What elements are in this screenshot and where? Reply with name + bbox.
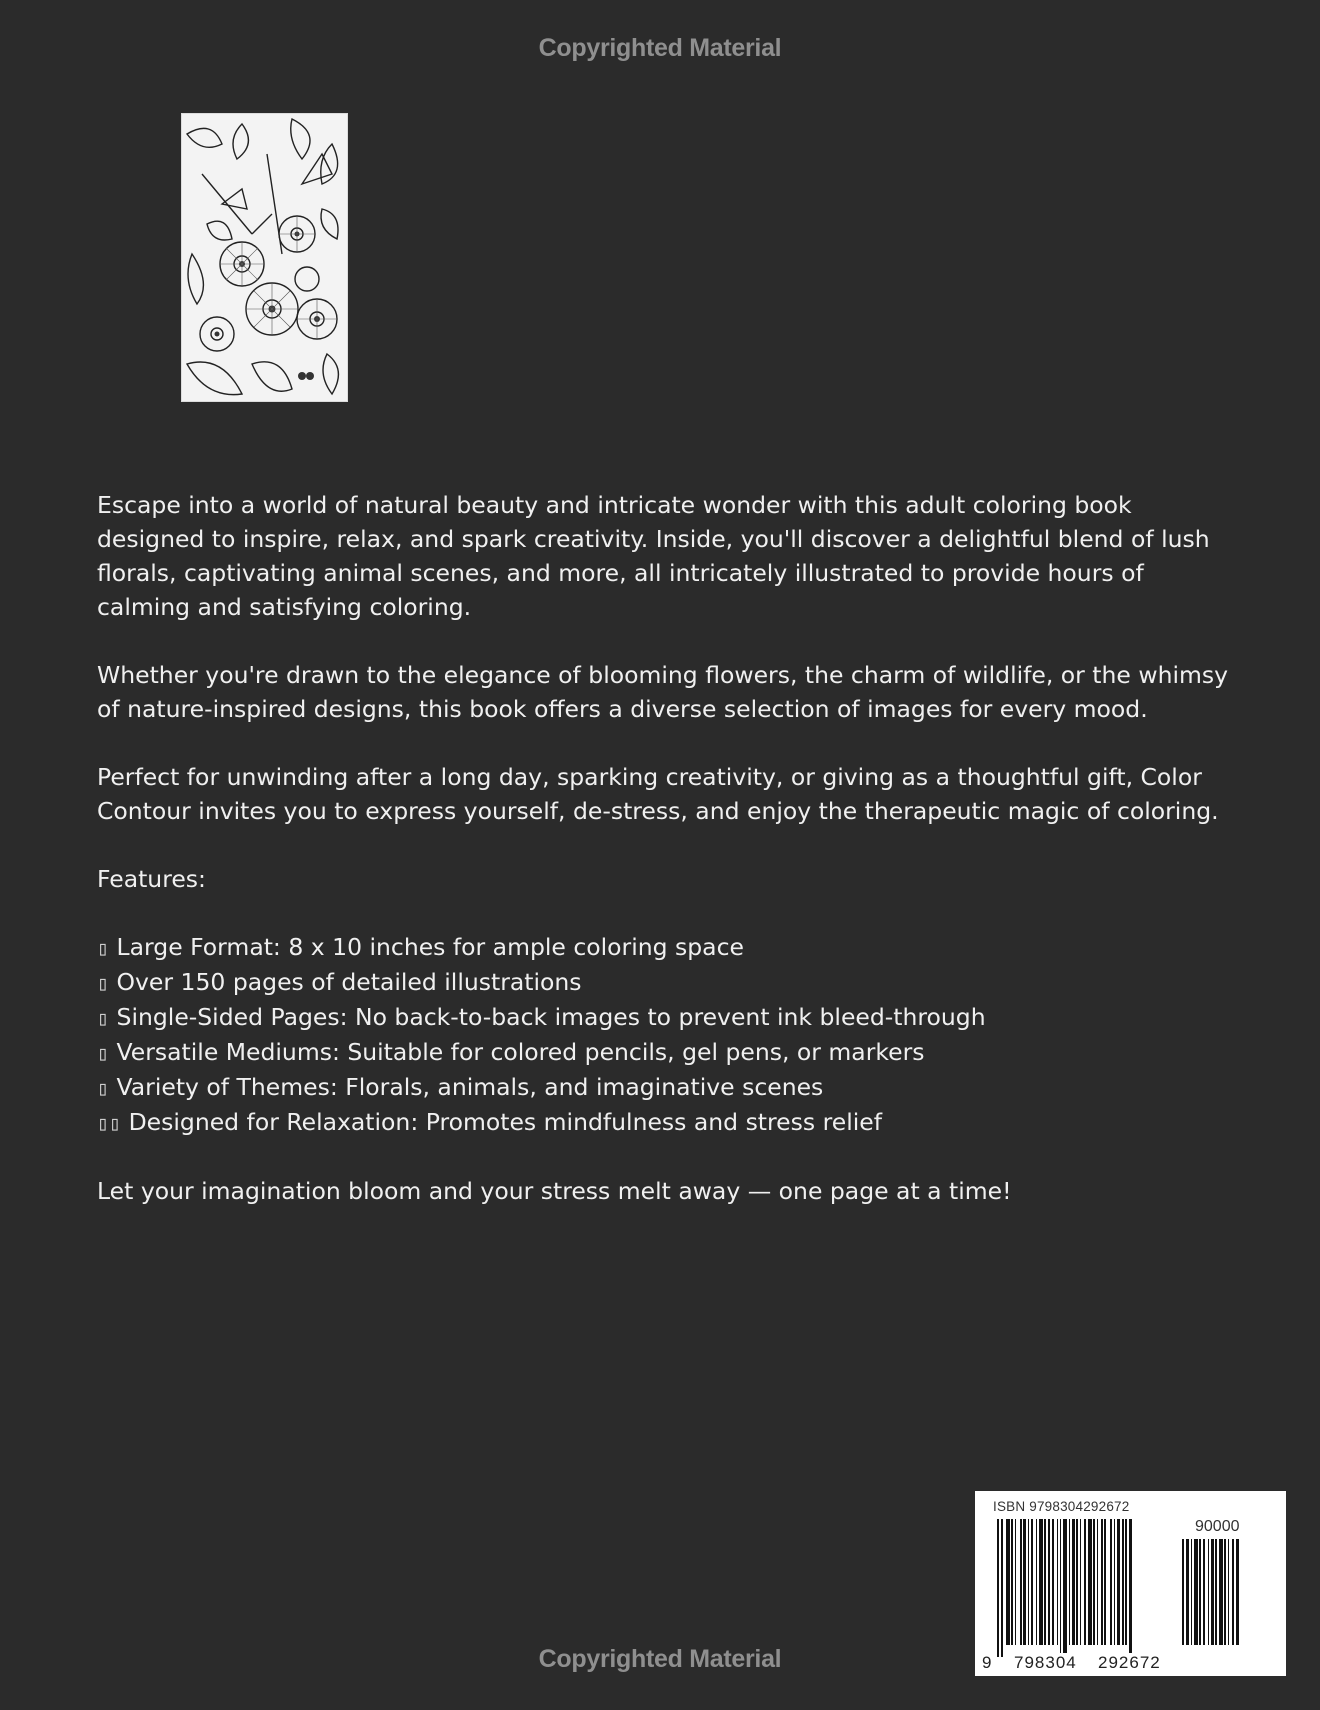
closing-line: Let your imagination bloom and your stress melt away — one page at a time! <box>97 1177 1012 1205</box>
description-paragraph-2: Whether you're drawn to the elegance of blooming flowers, the charm of wildlife, or the whimsy of nature-inspired designs, this book offers a diverse selection of images for every mood. <box>97 661 1229 723</box>
feature-text: Versatile Mediums: Suitable for colored pencils, gel pens, or markers <box>116 1038 925 1066</box>
barcode-bar <box>1125 1519 1127 1645</box>
isbn-label: ISBN 9798304292672 <box>993 1499 1130 1514</box>
missing-emoji-icon: ▯ <box>97 1076 110 1100</box>
barcode-bar <box>1224 1539 1226 1645</box>
feature-item <box>97 1035 1237 1070</box>
barcode-bar <box>1129 1519 1132 1657</box>
barcode-bar <box>1069 1519 1070 1645</box>
barcode-bar <box>1060 1519 1061 1657</box>
feature-text: Variety of Themes: Florals, animals, and imaginative scenes <box>116 1073 824 1101</box>
feature-item <box>97 930 1237 965</box>
description-paragraph-3: Perfect for unwinding after a long day, sparking creativity, or giving as a thoughtful gift, Color Contour invites you to express yourself, de-stress, and enjoy the therapeutic magic of coloring. <box>97 763 1219 825</box>
barcode-bars-main <box>997 1519 1177 1659</box>
barcode-bar <box>1203 1539 1205 1645</box>
barcode-bar <box>1080 1519 1081 1645</box>
feature-item <box>97 1000 1237 1035</box>
feature-text: Designed for Relaxation: Promotes mindfulness and stress relief <box>128 1108 882 1136</box>
barcode-bar <box>1228 1539 1229 1645</box>
missing-emoji-icon: ▯ <box>97 1041 110 1065</box>
barcode-bar <box>1088 1519 1092 1645</box>
description-paragraph-1: Escape into a world of natural beauty and intricate wonder with this adult coloring book designed to inspire, relax, and spark creativity. Inside, you'll discover a delightful blend of lush florals, captivating animal scenes, and more, all intricately illustrated to provide hours of calming and satisfying coloring. <box>97 491 1210 621</box>
barcode-bar <box>1015 1519 1016 1645</box>
book-description <box>97 488 1237 1242</box>
barcode-bar <box>1191 1539 1192 1645</box>
barcode-bar <box>1097 1519 1098 1645</box>
floral-illustration <box>182 114 347 401</box>
barcode-bar <box>1036 1519 1037 1645</box>
barcode-bar <box>1044 1519 1046 1645</box>
barcode-bar <box>1182 1539 1184 1645</box>
barcode-digits-left: 798304 <box>1014 1653 1077 1672</box>
barcode-bar <box>1011 1519 1013 1645</box>
barcode-bar <box>1063 1519 1067 1657</box>
features-heading: Features: <box>97 865 206 893</box>
barcode-bar <box>1006 1519 1010 1645</box>
missing-emoji-icon: ▯ <box>97 971 110 995</box>
barcode-bar <box>1076 1519 1078 1645</box>
barcode-bar <box>1093 1519 1095 1645</box>
barcode-bar <box>1186 1539 1189 1645</box>
missing-emoji-icon: ▯▯ <box>97 1111 122 1135</box>
feature-text: Single-Sided Pages: No back-to-back images to prevent ink bleed-through <box>116 1003 986 1031</box>
barcode-bar <box>1048 1519 1050 1645</box>
barcode-digit-first: 9 <box>982 1653 992 1672</box>
barcode-bar <box>1084 1519 1086 1645</box>
missing-emoji-icon: ▯ <box>97 1006 110 1030</box>
barcode-bar <box>1219 1539 1223 1645</box>
copyright-watermark-bottom: Copyrighted Material <box>538 1645 782 1673</box>
barcode-bars-addon <box>1182 1539 1267 1659</box>
barcode-bar <box>1236 1539 1239 1645</box>
barcode-bar <box>1001 1519 1003 1657</box>
cover-illustration-thumbnail <box>181 113 348 402</box>
barcode-bar <box>1194 1539 1198 1645</box>
barcode-bar <box>1110 1519 1112 1645</box>
barcode-bar <box>1232 1539 1234 1645</box>
barcode-bar <box>1072 1519 1075 1645</box>
price-code: 90000 <box>1195 1518 1240 1535</box>
barcode-bar <box>1211 1539 1214 1645</box>
missing-emoji-icon: ▯ <box>97 936 110 960</box>
barcode-bar <box>1117 1519 1120 1645</box>
barcode-bar <box>1104 1519 1106 1645</box>
barcode-digits-right: 292672 <box>1098 1653 1161 1672</box>
barcode-bar <box>1052 1519 1054 1645</box>
features-list <box>97 930 1237 1140</box>
feature-text: Large Format: 8 x 10 inches for ample coloring space <box>116 933 744 961</box>
feature-item <box>97 1105 1237 1140</box>
copyright-watermark-top: Copyrighted Material <box>538 34 782 62</box>
barcode-bar <box>1208 1539 1209 1645</box>
feature-item <box>97 1070 1237 1105</box>
barcode-bar <box>1215 1539 1217 1645</box>
barcode-bar <box>1199 1539 1201 1645</box>
barcode-bar <box>1023 1519 1026 1645</box>
barcode-bar <box>1101 1519 1103 1645</box>
feature-item <box>97 965 1237 1000</box>
barcode-bar <box>997 1519 999 1657</box>
barcode-bar <box>1020 1519 1022 1645</box>
barcode-bar <box>1039 1519 1043 1645</box>
feature-text: Over 150 pages of detailed illustrations <box>116 968 582 996</box>
barcode-bar <box>1114 1519 1115 1645</box>
barcode-bar <box>1028 1519 1029 1645</box>
barcode-bar <box>1122 1519 1124 1645</box>
barcode-bar <box>1057 1519 1058 1645</box>
barcode-bar <box>1031 1519 1033 1645</box>
